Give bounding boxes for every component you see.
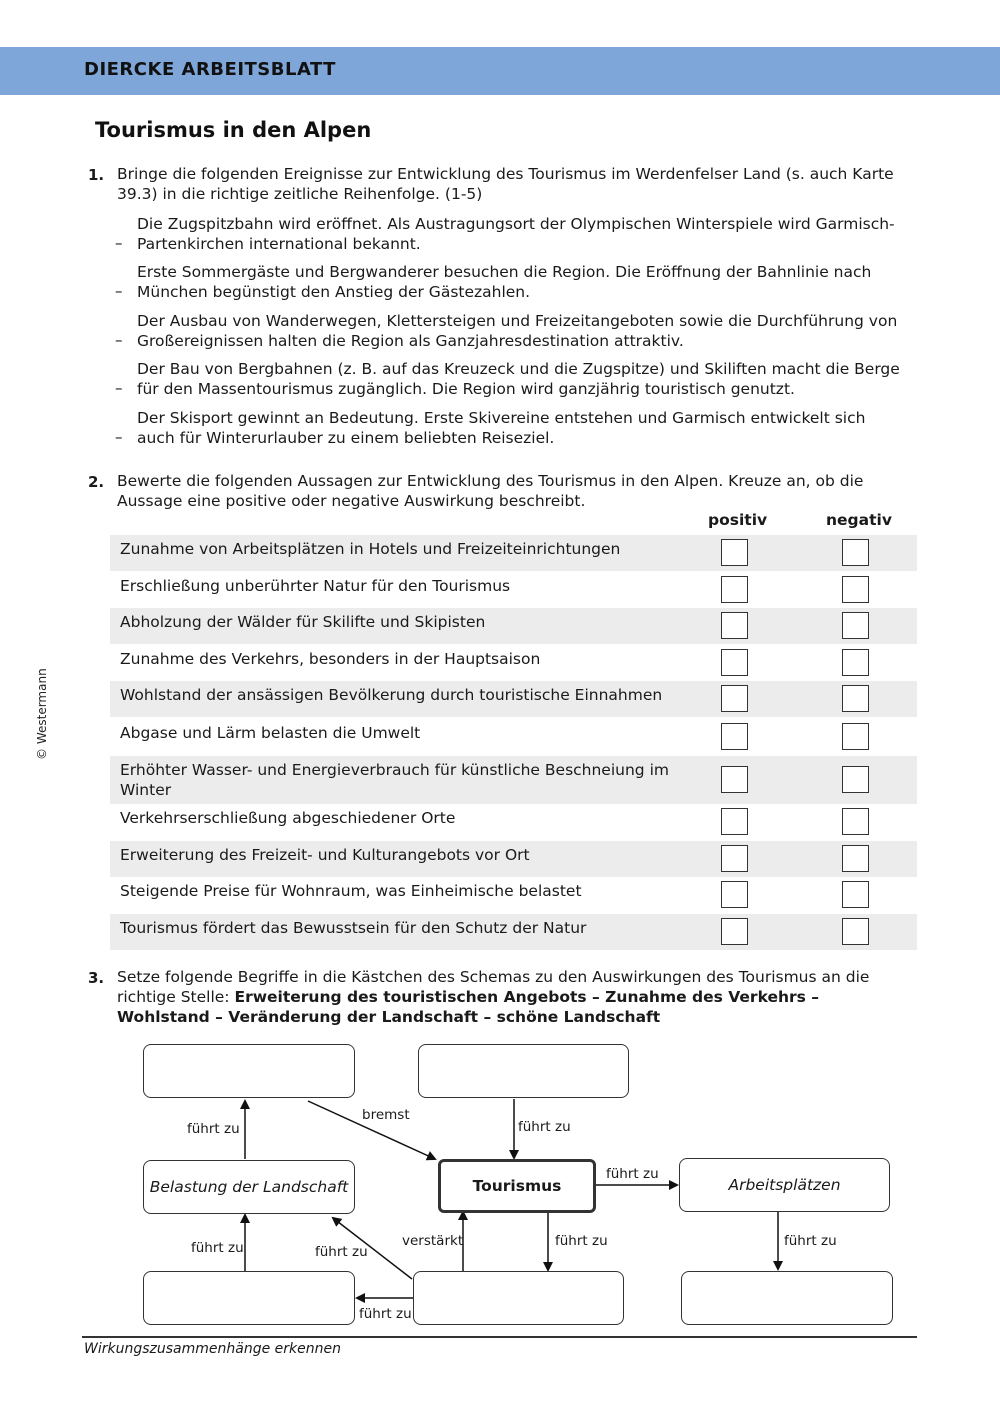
statement-text: Zunahme des Verkehrs, besonders in der Hauptsaison bbox=[120, 650, 541, 668]
positive-checkbox[interactable] bbox=[721, 766, 748, 793]
task1-item-text: Die Zugspitzbahn wird eröffnet. Als Austragungsort der Olympischen Winterspiele wird Garmisch-Partenkirchen international bekannt. bbox=[137, 215, 895, 253]
positive-checkbox[interactable] bbox=[721, 612, 748, 639]
task1-item-text: Erste Sommergäste und Bergwanderer besuchen die Region. Die Eröffnung der Bahnlinie nach München begünstigt den Anstieg der Gästezahlen. bbox=[137, 263, 872, 301]
statement-text: Zunahme von Arbeitsplätzen in Hotels und Freizeiteinrichtungen bbox=[120, 540, 621, 558]
task1-item bbox=[115, 359, 905, 403]
copyright: © Westermann bbox=[35, 668, 49, 760]
label-bremst: bremst bbox=[362, 1107, 410, 1123]
label-verstaerkt: verstärkt bbox=[402, 1233, 464, 1249]
task1-item bbox=[115, 214, 905, 258]
positive-checkbox[interactable] bbox=[721, 685, 748, 712]
label-fuehrt-zu: führt zu bbox=[187, 1121, 240, 1137]
label-fuehrt-zu: führt zu bbox=[606, 1166, 659, 1182]
negative-checkbox[interactable] bbox=[842, 766, 869, 793]
box-belastung: Belastung der Landschaft bbox=[143, 1160, 355, 1214]
box-arbeitsplaetze: Arbeitsplätzen bbox=[679, 1158, 890, 1212]
task1-item-text: Der Ausbau von Wanderwegen, Klettersteigen und Freizeitangeboten sowie die Durchführung von Großereignissen halten die Region als Ganzjahresdestination attraktiv. bbox=[137, 312, 898, 350]
item-dash: – bbox=[115, 234, 123, 252]
header-bar bbox=[0, 47, 1000, 95]
statement-row bbox=[110, 719, 917, 755]
positive-checkbox[interactable] bbox=[721, 845, 748, 872]
positive-checkbox[interactable] bbox=[721, 576, 748, 603]
label-fuehrt-zu: führt zu bbox=[359, 1306, 412, 1322]
statement-row bbox=[110, 914, 917, 950]
item-dash: – bbox=[115, 331, 123, 349]
task1-number: 1. bbox=[88, 166, 105, 184]
task1-item-text: Der Skisport gewinnt an Bedeutung. Erste Skivereine entstehen und Garmisch entwickelt sich auch für Winterurlauber zu einem beliebten Reiseziel. bbox=[137, 409, 866, 447]
column-negative: negativ bbox=[826, 511, 892, 529]
statement-row bbox=[110, 804, 917, 840]
statement-row bbox=[110, 681, 917, 717]
negative-checkbox[interactable] bbox=[842, 808, 869, 835]
negative-checkbox[interactable] bbox=[842, 539, 869, 566]
task1-item bbox=[115, 262, 905, 306]
task1-item bbox=[115, 408, 905, 452]
task3-number: 3. bbox=[88, 969, 105, 987]
statement-row bbox=[110, 535, 917, 571]
task2-text: Bewerte die folgenden Aussagen zur Entwicklung des Tourismus in den Alpen. Kreuze an, ob die Aussage eine positive oder negative Auswirkung beschreibt. bbox=[117, 472, 864, 510]
label-fuehrt-zu: führt zu bbox=[518, 1119, 571, 1135]
positive-checkbox[interactable] bbox=[721, 723, 748, 750]
footer-divider bbox=[82, 1336, 917, 1338]
statement-row bbox=[110, 608, 917, 644]
empty-box-top-left[interactable] bbox=[143, 1044, 355, 1098]
statement-row bbox=[110, 841, 917, 877]
positive-checkbox[interactable] bbox=[721, 808, 748, 835]
task1-item bbox=[115, 311, 905, 355]
effect-diagram bbox=[0, 1035, 1000, 1335]
footer-text: Wirkungszusammenhänge erkennen bbox=[84, 1341, 341, 1357]
negative-checkbox[interactable] bbox=[842, 918, 869, 945]
empty-box-bottom-right[interactable] bbox=[681, 1271, 893, 1325]
label-fuehrt-zu: führt zu bbox=[191, 1240, 244, 1256]
item-dash: – bbox=[115, 428, 123, 446]
statement-text: Erweiterung des Freizeit- und Kulturangebots vor Ort bbox=[120, 846, 530, 864]
negative-checkbox[interactable] bbox=[842, 881, 869, 908]
negative-checkbox[interactable] bbox=[842, 723, 869, 750]
negative-checkbox[interactable] bbox=[842, 649, 869, 676]
positive-checkbox[interactable] bbox=[721, 649, 748, 676]
positive-checkbox[interactable] bbox=[721, 918, 748, 945]
statement-row bbox=[110, 877, 917, 913]
negative-checkbox[interactable] bbox=[842, 576, 869, 603]
statement-text: Wohlstand der ansässigen Bevölkerung durch touristische Einnahmen bbox=[120, 686, 663, 704]
positive-checkbox[interactable] bbox=[721, 539, 748, 566]
task3-intro: Setze folgende Begriffe in die Kästchen des Schemas zu den Auswirkungen des Tourismus an die richtige Stelle: bbox=[117, 968, 870, 1006]
item-dash: – bbox=[115, 379, 123, 397]
column-positive: positiv bbox=[708, 511, 768, 529]
label-fuehrt-zu: führt zu bbox=[784, 1233, 837, 1249]
negative-checkbox[interactable] bbox=[842, 612, 869, 639]
positive-checkbox[interactable] bbox=[721, 881, 748, 908]
task3-terms: Erweiterung des touristischen Angebots – Zunahme des Verkehrs – Wohlstand – Veränderung der Landschaft – schöne Landschaft bbox=[117, 988, 820, 1026]
statement-text: Steigende Preise für Wohnraum, was Einheimische belastet bbox=[120, 882, 582, 900]
task3-text bbox=[117, 967, 917, 1027]
label-fuehrt-zu: führt zu bbox=[555, 1233, 608, 1249]
empty-box-bottom-left[interactable] bbox=[143, 1271, 355, 1325]
box-tourismus: Tourismus bbox=[438, 1159, 596, 1213]
statement-text: Abholzung der Wälder für Skilifte und Skipisten bbox=[120, 613, 486, 631]
negative-checkbox[interactable] bbox=[842, 845, 869, 872]
label-fuehrt-zu: führt zu bbox=[315, 1244, 368, 1260]
statement-row bbox=[110, 645, 917, 681]
task1-text: Bringe die folgenden Ereignisse zur Entwicklung des Tourismus im Werdenfelser Land (s. auch Karte 39.3) in die richtige zeitliche Reihenfolge. (1-5) bbox=[117, 165, 894, 203]
statement-text: Erhöhter Wasser- und Energieverbrauch für künstliche Beschneiung im Winter bbox=[120, 761, 669, 799]
empty-box-top-center[interactable] bbox=[418, 1044, 629, 1098]
negative-checkbox[interactable] bbox=[842, 685, 869, 712]
header-title: DIERCKE ARBEITSBLATT bbox=[84, 59, 336, 80]
task1-item-text: Der Bau von Bergbahnen (z. B. auf das Kreuzeck und die Zugspitze) und Skiliften macht die Berge für den Massentourismus zugänglich. Die Region wird ganzjährig touristisch genutzt. bbox=[137, 360, 900, 398]
statement-text: Tourismus fördert das Bewusstsein für den Schutz der Natur bbox=[120, 919, 587, 937]
statement-row bbox=[110, 572, 917, 608]
statement-text: Erschließung unberührter Natur für den Tourismus bbox=[120, 577, 511, 595]
item-dash: – bbox=[115, 282, 123, 300]
page-title: Tourismus in den Alpen bbox=[95, 118, 372, 142]
empty-box-bottom-center[interactable] bbox=[413, 1271, 624, 1325]
task2-number: 2. bbox=[88, 473, 105, 491]
statement-row bbox=[110, 756, 917, 804]
statement-text: Verkehrserschließung abgeschiedener Orte bbox=[120, 809, 456, 827]
statement-text: Abgase und Lärm belasten die Umwelt bbox=[120, 724, 421, 742]
